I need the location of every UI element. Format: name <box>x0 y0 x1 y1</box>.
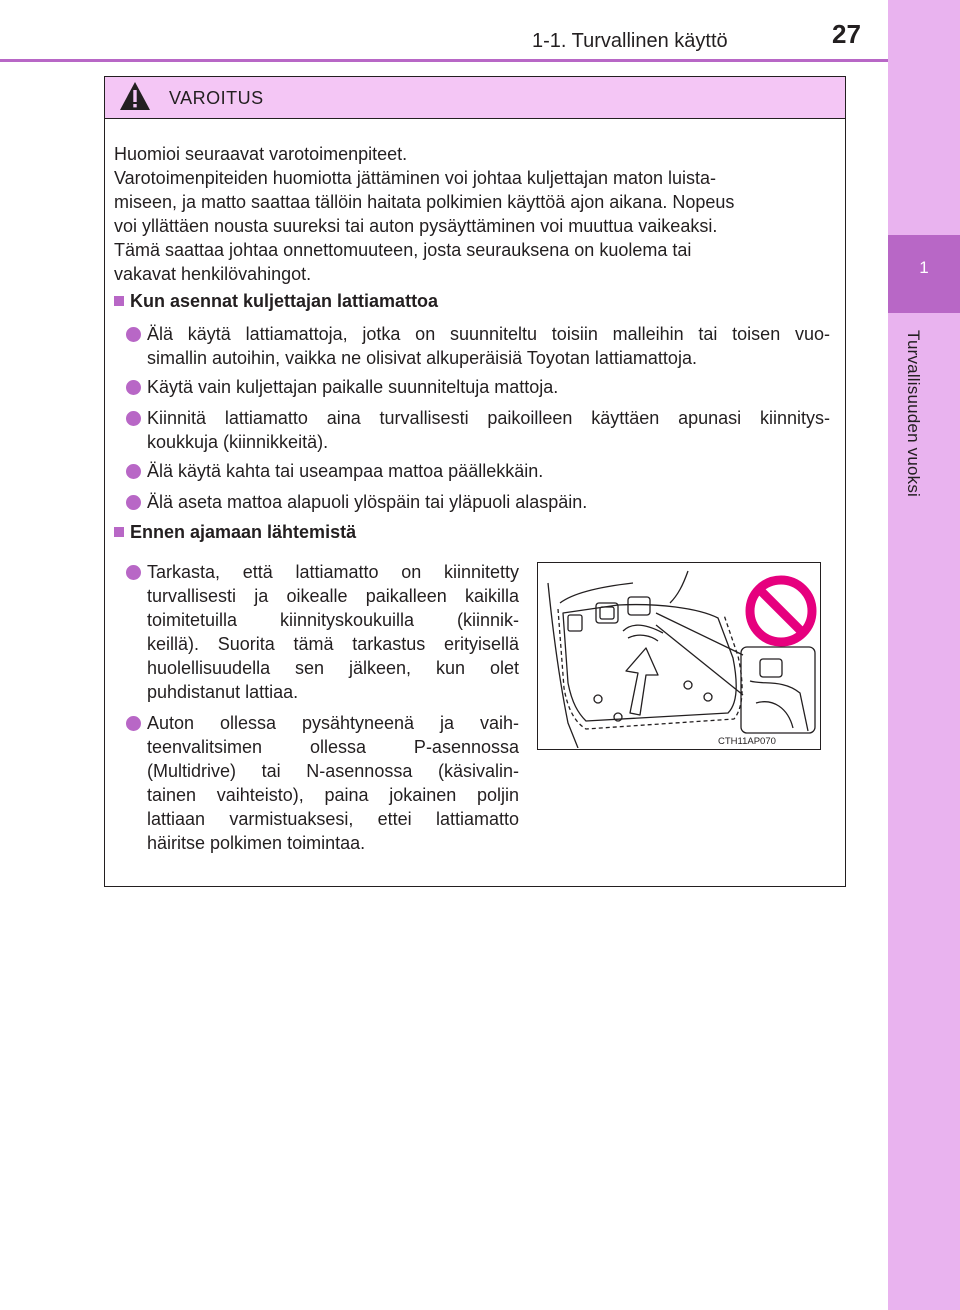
figure-code: CTH11AP070 <box>718 736 776 747</box>
list-item: Auton ollessa pysähtyneenä ja vaih- teenvalitsimen ollessa P-asennossa (Multidrive) tai N-asennossa (käsivalin- tainen vaihteisto), paina jokainen poljin lattiaan varmistuaksesi, ettei lattiamatto häiritse polkimen toimintaa. <box>126 711 519 855</box>
list-item: Älä käytä kahta tai useampaa mattoa päällekkäin. <box>126 459 830 483</box>
prohibition-icon <box>750 580 812 642</box>
section-title: 1-1. Turvallinen käyttö <box>532 30 728 52</box>
warning-body-line: Varotoimenpiteiden huomiotta jättäminen voi johtaa kuljettajan maton luista- <box>114 168 717 188</box>
square-bullet-icon <box>114 527 124 537</box>
floor-mat-figure <box>537 562 821 750</box>
bullet-dot-icon <box>126 495 141 510</box>
warning-triangle-icon <box>119 81 151 111</box>
bullet-dot-icon <box>126 380 141 395</box>
floor-mat-illustration-icon <box>538 563 819 748</box>
warning-header <box>105 77 845 119</box>
list-item: Älä käytä lattiamattoja, jotka on suunniteltu toisiin malleihin tai toisen vuo- simallin autoihin, vaikka ne olisivat alkuperäisiä Toyotan lattiamattoja. <box>126 322 830 370</box>
chapter-number: 1 <box>919 258 929 277</box>
warning-body-line: vakavat henkilövahingot. <box>114 264 312 284</box>
list-item: Kiinnitä lattiamatto aina turvallisesti paikoilleen käyttäen apunasi kiinnitys- koukkuja (kiinnikkeitä). <box>126 406 830 454</box>
page-number: 27 <box>832 19 861 49</box>
header-rule <box>0 59 888 62</box>
bullet-dot-icon <box>126 716 141 731</box>
section-heading: Kun asennat kuljettajan lattiamattoa <box>114 291 438 312</box>
warning-body-line: miseen, ja matto saattaa tällöin haitata polkimien käyttöä ajon aikana. Nopeus <box>114 192 735 212</box>
chapter-label: Turvallisuuden vuoksi <box>904 330 923 498</box>
list-item: Älä aseta mattoa alapuoli ylöspäin tai yläpuoli alaspäin. <box>126 490 830 514</box>
bullet-dot-icon <box>126 411 141 426</box>
bullet-dot-icon <box>126 327 141 342</box>
warning-body-line: Tämä saattaa johtaa onnettomuuteen, josta seurauksena on kuolema tai <box>114 240 692 260</box>
warning-body-line: voi yllättäen nousta suureksi tai auton pysäyttäminen voi muuttua vaikeaksi. <box>114 216 718 236</box>
section-heading: Ennen ajamaan lähtemistä <box>114 522 356 543</box>
list-item: Tarkasta, että lattiamatto on kiinnitetty turvallisesti ja oikealle paikalleen kaikilla toimitetuilla kiinnityskoukuilla (kiinnik- keillä). Suorita tämä tarkastus erityisellä huolellisuudella sen jälkeen, kun olet puhdistanut lattiaa. <box>126 560 519 704</box>
square-bullet-icon <box>114 296 124 306</box>
bullet-dot-icon <box>126 565 141 580</box>
list-item: Käytä vain kuljettajan paikalle suunniteltuja mattoja. <box>126 375 830 399</box>
side-tab-strip <box>888 0 960 1310</box>
bullet-dot-icon <box>126 464 141 479</box>
warning-title: VAROITUS <box>169 88 264 108</box>
warning-intro: Huomioi seuraavat varotoimenpiteet. <box>114 144 408 164</box>
